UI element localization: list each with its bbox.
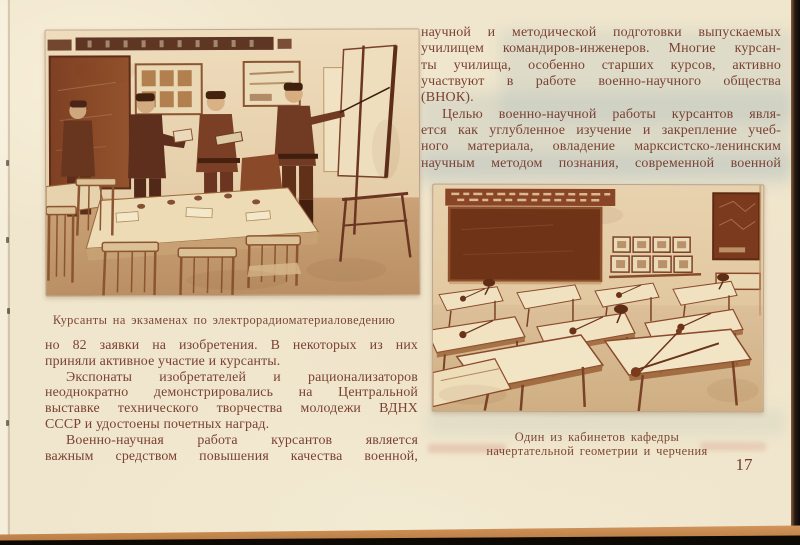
wall-poster-dark (713, 193, 759, 259)
caption-right-photo (432, 431, 762, 458)
wall-banner (445, 189, 615, 206)
caption-right-line2: начертательной геометрии и черчения (486, 443, 708, 458)
binding-stitch (6, 237, 9, 243)
text-line: участвуют в работе военно-научного общества (421, 74, 781, 90)
binding-stitch (7, 308, 10, 314)
text-line: приняли активное участие и курсанты. (45, 353, 281, 369)
text-line: СССР и удостоены почетных наград. (45, 416, 270, 432)
text-line: научным методом познания, современной военной (421, 155, 781, 171)
text-line: Целью военно-научной работы курсантов явля- (442, 106, 781, 122)
book-right-edge (791, 0, 800, 545)
photo-drafting-classroom (432, 184, 765, 413)
text-line: Военно-научная работа курсантов является (66, 432, 418, 448)
caption-left-photo: Курсанты на экзаменах по электрорадиоматериаловедению (52, 313, 396, 327)
text-line: научной и методической подготовки выпускаемых (421, 25, 781, 40)
text-line: но 82 заявки на изобретения. В некоторых из них (45, 338, 418, 353)
text-line: училищем командиров-инженеров. Многие курсан- (421, 41, 781, 57)
text-line: ется как углубленное изучение и закрепление учеб- (421, 123, 781, 139)
binding-stitch (6, 160, 9, 166)
text-line: неоднократно демонстрировались на Центральной (45, 385, 418, 401)
caption-right-line1: Один из кабинетов кафедры (514, 430, 680, 444)
text-line: ного материала, овладение марксистско-ленинским (421, 139, 781, 155)
text-line: выставке технического творчества молодежи ВДНХ (45, 401, 418, 417)
gutter-crease (8, 0, 10, 545)
picture-shelf (609, 237, 701, 277)
text-line: (ВНОК). (421, 90, 474, 106)
binding-stitch (6, 420, 9, 426)
cropped-banner (48, 37, 292, 51)
photo-cadets-exam-art (46, 29, 420, 295)
body-text-right (421, 25, 781, 172)
photo-cadets-exam (45, 28, 421, 296)
page-number: 17 (735, 455, 753, 474)
photo-drafting-classroom-art (433, 185, 764, 412)
text-line: важным средством повышения качества военной, (45, 448, 418, 464)
text-line: Экспонаты изобретателей и рационализаторов (66, 369, 418, 385)
page-edge-highlight (0, 0, 7, 545)
body-text-left (45, 338, 418, 464)
text-line: ты училища, особенно старших курсов, активно (421, 57, 781, 73)
